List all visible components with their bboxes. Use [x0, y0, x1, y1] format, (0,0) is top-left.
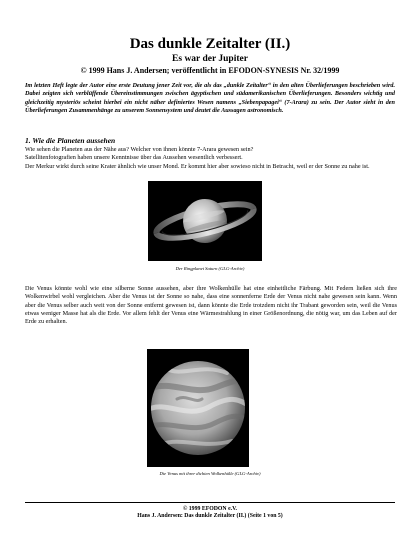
footer-page-info: Hans J. Andersen: Das dunkle Zeitalter (II.) (Seite 1 von 5) — [137, 513, 283, 519]
venus-photo — [147, 349, 249, 467]
footer-divider — [25, 502, 395, 503]
paragraph-line: Wie sehen die Planeten aus der Nähe aus? Welcher von ihnen könnte 7-Arara gewesen sein? — [25, 146, 254, 153]
section-heading: 1. Wie die Planeten aussehen — [25, 136, 116, 145]
venus-caption: Die Venus mit ihrer dichten Wolkenhülle (GLG-Archiv) — [159, 471, 261, 476]
page-subtitle: Es war der Jupiter — [172, 54, 248, 64]
section-paragraph-2: Die Venus könnte wohl wie eine silberne Sonne aussehen, aber ihre Wolkenhülle hat eine einheitliche Färbung. Mit Federn ließen sich ihre Wolkenwirbel wohl vergleichen. Aber die Venus ist der Sonne so nahe, dass eine sonnenferne Erde der Venus nicht nahe gewesen sein kann. Wenn aber die Venus selber auch weit von der Sonne entfernt gewesen ist, dann könnte die Erde trotzdem nicht ihr Trabant geworden sein, weil die Venus etwas weniger Masse hat als die Erde. Vor allem fehlt der Venus eine Wärmestrahlung in einer Größenordnung, die nötig war, um das Leben auf der Erde zu erhalten. — [25, 285, 397, 326]
venus-image — [147, 349, 249, 467]
saturn-image — [148, 181, 262, 261]
saturn-caption: Der Ringplanet Saturn (GLG-Archiv) — [175, 266, 245, 271]
footer-copyright: © 1999 EFODON e.V. — [183, 506, 237, 512]
page-title: Das dunkle Zeitalter (II.) — [129, 36, 291, 52]
copyright-line: © 1999 Hans J. Andersen; veröffentlicht in EFODON-SYNESIS Nr. 32/1999 — [80, 66, 340, 75]
section-paragraph-1 — [25, 146, 397, 171]
paragraph-line: Satellitenfotografien haben unsere Kenntnisse über das Aussehen wesentlich verbessert. — [25, 154, 243, 162]
saturn-photo — [148, 181, 262, 261]
abstract: Im letzten Heft legte der Autor eine erste Deutung jener Zeit vor, die als das „dunkle Zeitalter“ in den alten Überlieferungen beschrieben wird. Dabei zeigten sich verblüffende Übereinstimmungen zwischen ägyptischen und südamerikanischen Überlieferungen. Besonders wichtig und gleichzeitig mysteriös scheint hierbei ein nicht näher definiertes Wesen namens „Siebenpapagei“ (7-Arara) zu sein. Der Autor sieht in den Überlieferungen Zusammenhänge zu unserem Sonnensystem und deutet die Aussagen astronomisch. — [25, 82, 395, 115]
paragraph-line: Der Merkur wirkt durch seine Krater ähnlich wie unser Mond. Er kommt hier aber sowieso nicht in Betracht, weil er der Sonne zu nahe ist. — [25, 162, 370, 170]
